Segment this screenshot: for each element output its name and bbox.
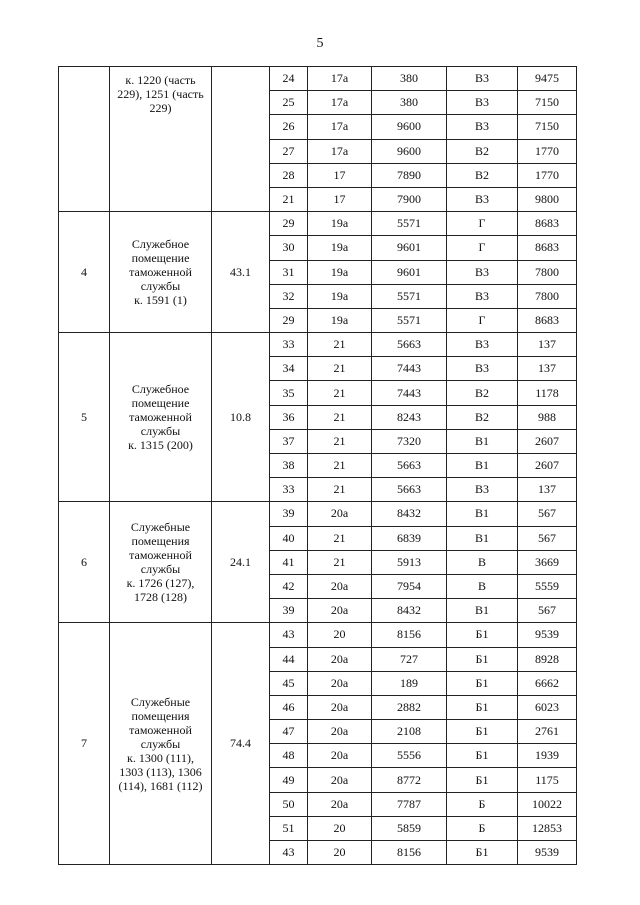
point-number-cell: 24	[270, 67, 308, 91]
x-coordinate-cell: 7890	[372, 163, 447, 187]
direction-cell: Б1	[447, 720, 518, 744]
y-coordinate-cell: 988	[518, 405, 577, 429]
y-coordinate-cell: 137	[518, 333, 577, 357]
direction-cell: В3	[447, 284, 518, 308]
direction-cell: Б	[447, 816, 518, 840]
description-line: Служебные	[130, 694, 191, 709]
building-cell: 19а	[308, 236, 372, 260]
direction-cell: Б	[447, 792, 518, 816]
x-coordinate-cell: 9600	[372, 115, 447, 139]
direction-cell: В3	[447, 357, 518, 381]
direction-cell: В1	[447, 429, 518, 453]
x-coordinate-cell: 7320	[372, 429, 447, 453]
direction-cell: В1	[447, 599, 518, 623]
description-line: к. 1220 (часть	[125, 73, 196, 87]
x-coordinate-cell: 189	[372, 671, 447, 695]
description-line: (114), 1681 (112)	[118, 778, 203, 793]
y-coordinate-cell: 137	[518, 478, 577, 502]
y-coordinate-cell: 7150	[518, 91, 577, 115]
y-coordinate-cell: 2761	[518, 720, 577, 744]
direction-cell: Б1	[447, 768, 518, 792]
x-coordinate-cell: 8432	[372, 502, 447, 526]
x-coordinate-cell: 5571	[372, 308, 447, 332]
building-cell: 20а	[308, 744, 372, 768]
building-cell: 20а	[308, 599, 372, 623]
description-line: 1728 (128)	[134, 590, 187, 605]
building-cell: 17а	[308, 139, 372, 163]
room-description-cell	[110, 502, 212, 623]
y-coordinate-cell: 1178	[518, 381, 577, 405]
direction-cell: В3	[447, 333, 518, 357]
direction-cell: Б1	[447, 744, 518, 768]
description-line: 229), 1251 (часть	[117, 87, 204, 101]
building-cell: 20а	[308, 695, 372, 719]
y-coordinate-cell: 5559	[518, 574, 577, 598]
direction-cell: В2	[447, 139, 518, 163]
direction-cell: В3	[447, 91, 518, 115]
y-coordinate-cell: 9539	[518, 623, 577, 647]
area-cell: 43.1	[212, 212, 270, 333]
building-cell: 20	[308, 816, 372, 840]
building-cell: 20а	[308, 768, 372, 792]
y-coordinate-cell: 9539	[518, 841, 577, 865]
group-number-cell: 6	[59, 502, 110, 623]
point-number-cell: 31	[270, 260, 308, 284]
x-coordinate-cell: 8432	[372, 599, 447, 623]
direction-cell: Б1	[447, 695, 518, 719]
direction-cell: В1	[447, 454, 518, 478]
x-coordinate-cell: 7900	[372, 187, 447, 211]
x-coordinate-cell: 2108	[372, 720, 447, 744]
table-row	[59, 623, 577, 647]
point-number-cell: 34	[270, 357, 308, 381]
x-coordinate-cell: 9600	[372, 139, 447, 163]
page-number: 5	[316, 36, 324, 51]
direction-cell: Б1	[447, 671, 518, 695]
y-coordinate-cell: 9475	[518, 67, 577, 91]
y-coordinate-cell: 137	[518, 357, 577, 381]
y-coordinate-cell: 8683	[518, 212, 577, 236]
table-row	[59, 212, 577, 236]
direction-cell: Г	[447, 212, 518, 236]
description-line: к. 1726 (127),	[126, 576, 195, 591]
x-coordinate-cell: 8156	[372, 623, 447, 647]
table-row	[59, 333, 577, 357]
point-number-cell: 38	[270, 454, 308, 478]
area-cell: 24.1	[212, 502, 270, 623]
description-line: 229)	[149, 101, 172, 115]
y-coordinate-cell: 1939	[518, 744, 577, 768]
y-coordinate-cell: 6662	[518, 671, 577, 695]
direction-cell: Б1	[447, 623, 518, 647]
x-coordinate-cell: 380	[372, 67, 447, 91]
building-cell: 19а	[308, 284, 372, 308]
point-number-cell: 50	[270, 792, 308, 816]
point-number-cell: 28	[270, 163, 308, 187]
x-coordinate-cell: 727	[372, 647, 447, 671]
building-cell: 21	[308, 478, 372, 502]
description-line: Служебные	[130, 520, 191, 535]
building-cell: 21	[308, 381, 372, 405]
y-coordinate-cell: 2607	[518, 454, 577, 478]
building-cell: 21	[308, 454, 372, 478]
building-cell: 21	[308, 405, 372, 429]
description-line: таможенной	[129, 548, 192, 563]
y-coordinate-cell: 1770	[518, 139, 577, 163]
room-description-cell	[110, 212, 212, 333]
point-number-cell: 49	[270, 768, 308, 792]
building-cell: 17	[308, 163, 372, 187]
point-number-cell: 39	[270, 502, 308, 526]
x-coordinate-cell: 5663	[372, 333, 447, 357]
y-coordinate-cell: 7150	[518, 115, 577, 139]
x-coordinate-cell: 7787	[372, 792, 447, 816]
point-number-cell: 25	[270, 91, 308, 115]
point-number-cell: 26	[270, 115, 308, 139]
area-cell: 74.4	[212, 623, 270, 865]
x-coordinate-cell: 7443	[372, 357, 447, 381]
point-number-cell: 33	[270, 478, 308, 502]
direction-cell: Б1	[447, 647, 518, 671]
point-number-cell: 30	[270, 236, 308, 260]
point-number-cell: 43	[270, 623, 308, 647]
x-coordinate-cell: 2882	[372, 695, 447, 719]
description-line: помещения	[131, 708, 190, 723]
description-line: службы	[140, 562, 181, 577]
x-coordinate-cell: 5571	[372, 284, 447, 308]
description-line: таможенной	[129, 722, 192, 737]
x-coordinate-cell: 5663	[372, 454, 447, 478]
description-line: 1303 (113), 1306	[119, 764, 202, 779]
y-coordinate-cell: 567	[518, 526, 577, 550]
direction-cell: В	[447, 550, 518, 574]
point-number-cell: 29	[270, 308, 308, 332]
direction-cell: В2	[447, 405, 518, 429]
point-number-cell: 51	[270, 816, 308, 840]
direction-cell: Г	[447, 236, 518, 260]
point-number-cell: 41	[270, 550, 308, 574]
description-line: Служебное	[131, 237, 190, 252]
point-number-cell: 47	[270, 720, 308, 744]
point-number-cell: 33	[270, 333, 308, 357]
building-cell: 17	[308, 187, 372, 211]
point-number-cell: 44	[270, 647, 308, 671]
point-number-cell: 42	[270, 574, 308, 598]
table-row	[59, 502, 577, 526]
description-line: Служебное	[131, 382, 190, 397]
point-number-cell: 46	[270, 695, 308, 719]
description-line: к. 1591 (1)	[134, 293, 187, 308]
group-number-cell: 5	[59, 333, 110, 502]
group-number-cell: 7	[59, 623, 110, 865]
y-coordinate-cell: 567	[518, 599, 577, 623]
direction-cell: В	[447, 574, 518, 598]
x-coordinate-cell: 7443	[372, 381, 447, 405]
y-coordinate-cell: 9800	[518, 187, 577, 211]
description-line: помещение	[131, 396, 190, 411]
direction-cell: В3	[447, 115, 518, 139]
building-cell: 20а	[308, 502, 372, 526]
description-line: службы	[140, 279, 181, 294]
direction-cell: В1	[447, 502, 518, 526]
y-coordinate-cell: 6023	[518, 695, 577, 719]
building-cell: 19а	[308, 212, 372, 236]
description-line: помещения	[131, 534, 190, 549]
room-description-cell	[110, 333, 212, 502]
x-coordinate-cell: 5663	[372, 478, 447, 502]
point-number-cell: 45	[270, 671, 308, 695]
description-line: службы	[140, 424, 181, 439]
building-cell: 19а	[308, 260, 372, 284]
y-coordinate-cell: 567	[518, 502, 577, 526]
table-row	[59, 67, 577, 91]
y-coordinate-cell: 2607	[518, 429, 577, 453]
building-cell: 20а	[308, 671, 372, 695]
building-cell: 20	[308, 623, 372, 647]
description-line: таможенной	[129, 410, 192, 425]
building-cell: 21	[308, 333, 372, 357]
y-coordinate-cell: 8683	[518, 308, 577, 332]
direction-cell: Б1	[447, 841, 518, 865]
y-coordinate-cell: 8683	[518, 236, 577, 260]
direction-cell: В3	[447, 67, 518, 91]
building-cell: 19а	[308, 308, 372, 332]
direction-cell: Г	[447, 308, 518, 332]
point-number-cell: 27	[270, 139, 308, 163]
y-coordinate-cell: 12853	[518, 816, 577, 840]
building-cell: 21	[308, 429, 372, 453]
building-cell: 17а	[308, 115, 372, 139]
building-cell: 20а	[308, 792, 372, 816]
x-coordinate-cell: 5859	[372, 816, 447, 840]
building-cell: 17а	[308, 67, 372, 91]
y-coordinate-cell: 10022	[518, 792, 577, 816]
group-number-cell	[59, 67, 110, 212]
point-number-cell: 32	[270, 284, 308, 308]
room-description-cell	[110, 67, 212, 212]
building-cell: 21	[308, 550, 372, 574]
x-coordinate-cell: 5571	[372, 212, 447, 236]
building-cell: 20а	[308, 647, 372, 671]
point-number-cell: 39	[270, 599, 308, 623]
area-cell: 10.8	[212, 333, 270, 502]
building-cell: 17а	[308, 91, 372, 115]
direction-cell: В3	[447, 478, 518, 502]
y-coordinate-cell: 1770	[518, 163, 577, 187]
x-coordinate-cell: 9601	[372, 260, 447, 284]
description-line: помещение	[131, 251, 190, 266]
building-cell: 20а	[308, 720, 372, 744]
description-line: службы	[140, 736, 181, 751]
point-number-cell: 36	[270, 405, 308, 429]
x-coordinate-cell: 8772	[372, 768, 447, 792]
point-number-cell: 37	[270, 429, 308, 453]
point-number-cell: 21	[270, 187, 308, 211]
x-coordinate-cell: 6839	[372, 526, 447, 550]
x-coordinate-cell: 8156	[372, 841, 447, 865]
direction-cell: В3	[447, 260, 518, 284]
y-coordinate-cell: 3669	[518, 550, 577, 574]
point-number-cell: 35	[270, 381, 308, 405]
group-number-cell: 4	[59, 212, 110, 333]
y-coordinate-cell: 1175	[518, 768, 577, 792]
x-coordinate-cell: 7954	[372, 574, 447, 598]
building-cell: 21	[308, 357, 372, 381]
building-cell: 20а	[308, 574, 372, 598]
point-number-cell: 43	[270, 841, 308, 865]
y-coordinate-cell: 8928	[518, 647, 577, 671]
x-coordinate-cell: 8243	[372, 405, 447, 429]
building-cell: 21	[308, 526, 372, 550]
direction-cell: В2	[447, 163, 518, 187]
point-number-cell: 40	[270, 526, 308, 550]
x-coordinate-cell: 380	[372, 91, 447, 115]
x-coordinate-cell: 5913	[372, 550, 447, 574]
room-description-cell	[110, 623, 212, 865]
direction-cell: В2	[447, 381, 518, 405]
x-coordinate-cell: 9601	[372, 236, 447, 260]
y-coordinate-cell: 7800	[518, 284, 577, 308]
x-coordinate-cell: 5556	[372, 744, 447, 768]
area-cell	[212, 67, 270, 212]
y-coordinate-cell: 7800	[518, 260, 577, 284]
direction-cell: В3	[447, 187, 518, 211]
description-line: таможенной	[129, 265, 192, 280]
point-number-cell: 48	[270, 744, 308, 768]
direction-cell: В1	[447, 526, 518, 550]
description-line: к. 1315 (200)	[128, 438, 193, 453]
building-cell: 20	[308, 841, 372, 865]
point-number-cell: 29	[270, 212, 308, 236]
description-line: к. 1300 (111),	[127, 750, 194, 765]
coordinates-table	[58, 66, 577, 865]
